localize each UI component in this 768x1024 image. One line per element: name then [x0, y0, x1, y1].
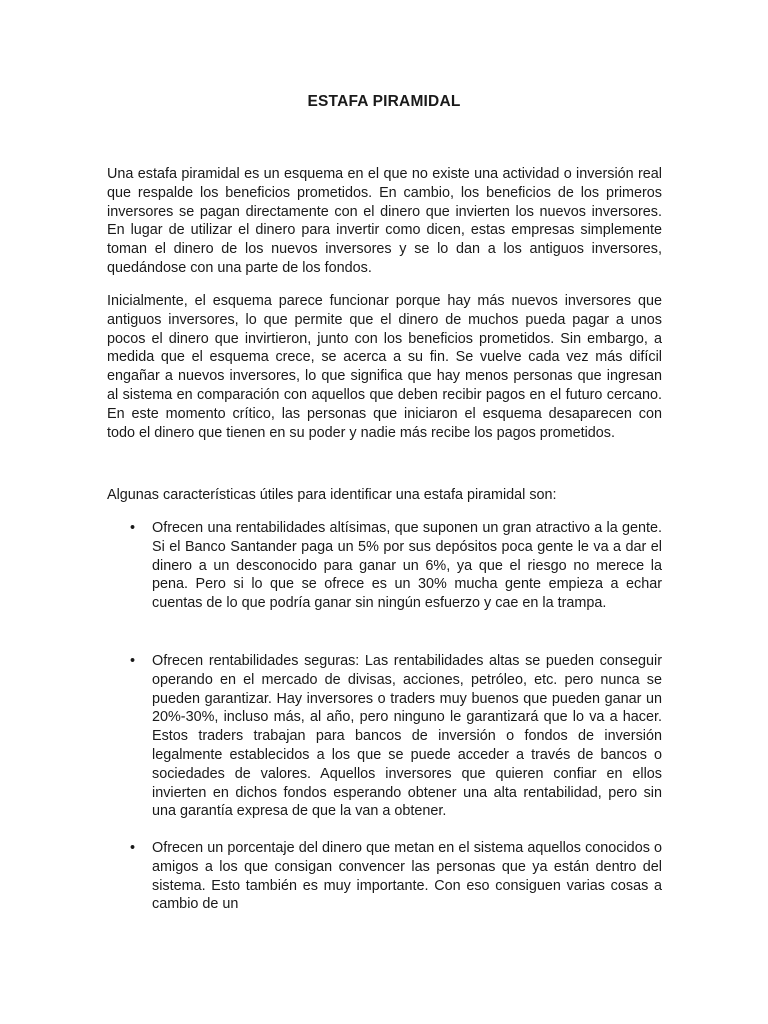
list-item-text: Ofrecen una rentabilidades altísimas, que suponen un gran atractivo a la gente. Si el Banco Santander paga un 5% por sus depósitos poca gente le va a dar el dinero a un desconocido para ganar un 6%, ya que el riesgo no merece la pena. Pero si lo que se ofrece es un 30% mucha gente empieza a echar cuentas de lo que podría ganar sin ningún esfuerzo y cae en la trampa.: [152, 520, 662, 612]
list-intro: Algunas características útiles para identificar una estafa piramidal son:: [107, 487, 557, 503]
bullet-icon: •: [130, 653, 136, 669]
bullet-icon: •: [130, 840, 136, 856]
paragraph-collapse: Inicialmente, el esquema parece funcionar porque hay más nuevos inversores que antiguos inversores, lo que permite que el dinero de muchos pueda pagar a unos pocos el dinero que invirtieron, junto con los beneficios prometidos. Sin embargo, a medida que el esquema crece, se acerca a su fin. Se vuelve cada vez más difícil engañar a nuevos inversores, lo que significa que hay menos personas que ingresan al sistema en comparación con aquellos que deben recibir pagos en el futuro cercano. En este momento crítico, las personas que iniciaron el esquema desaparecen con todo el dinero que tienen en su poder y nadie más recibe los pagos prometidos.: [107, 293, 662, 441]
document-title: ESTAFA PIRAMIDAL: [307, 93, 461, 110]
bullet-icon: •: [130, 520, 136, 536]
list-item-text: Ofrecen un porcentaje del dinero que metan en el sistema aquellos conocidos o amigos a los que consigan convencer las personas que ya están dentro del sistema. Esto también es muy importante. Con eso consiguen varias cosas a cambio de un: [152, 840, 662, 913]
paragraph-definition: Una estafa piramidal es un esquema en el que no existe una actividad o inversión real que respalde los beneficios prometidos. En cambio, los beneficios de los primeros inversores se pagan directamente con el dinero que invierten los nuevos inversores. En lugar de utilizar el dinero para invertir como dicen, estas empresas simplemente toman el dinero de los nuevos inversores y se lo dan a los antiguos inversores, quedándose con una parte de los fondos.: [107, 166, 662, 276]
list-item-text: Ofrecen rentabilidades seguras: Las rentabilidades altas se pueden conseguir operando en el mercado de divisas, acciones, petróleo, etc. pero nunca se pueden garantizar. Hay inversores o traders muy buenos que pueden ganar un 20%-30%, incluso más, al año, pero ninguno le garantizará que lo va a hacer. Estos traders trabajan para bancos de inversión o fondos de inversión legalmente establecidos a los que se puede acceder a través de bancos o sociedades de valores. Aquellos inversores que quieren confiar en ellos invierten en dichos fondos esperando obtener una alta rentabilidad, pero sin una garantía expresa de que la van a obtener.: [152, 653, 662, 820]
